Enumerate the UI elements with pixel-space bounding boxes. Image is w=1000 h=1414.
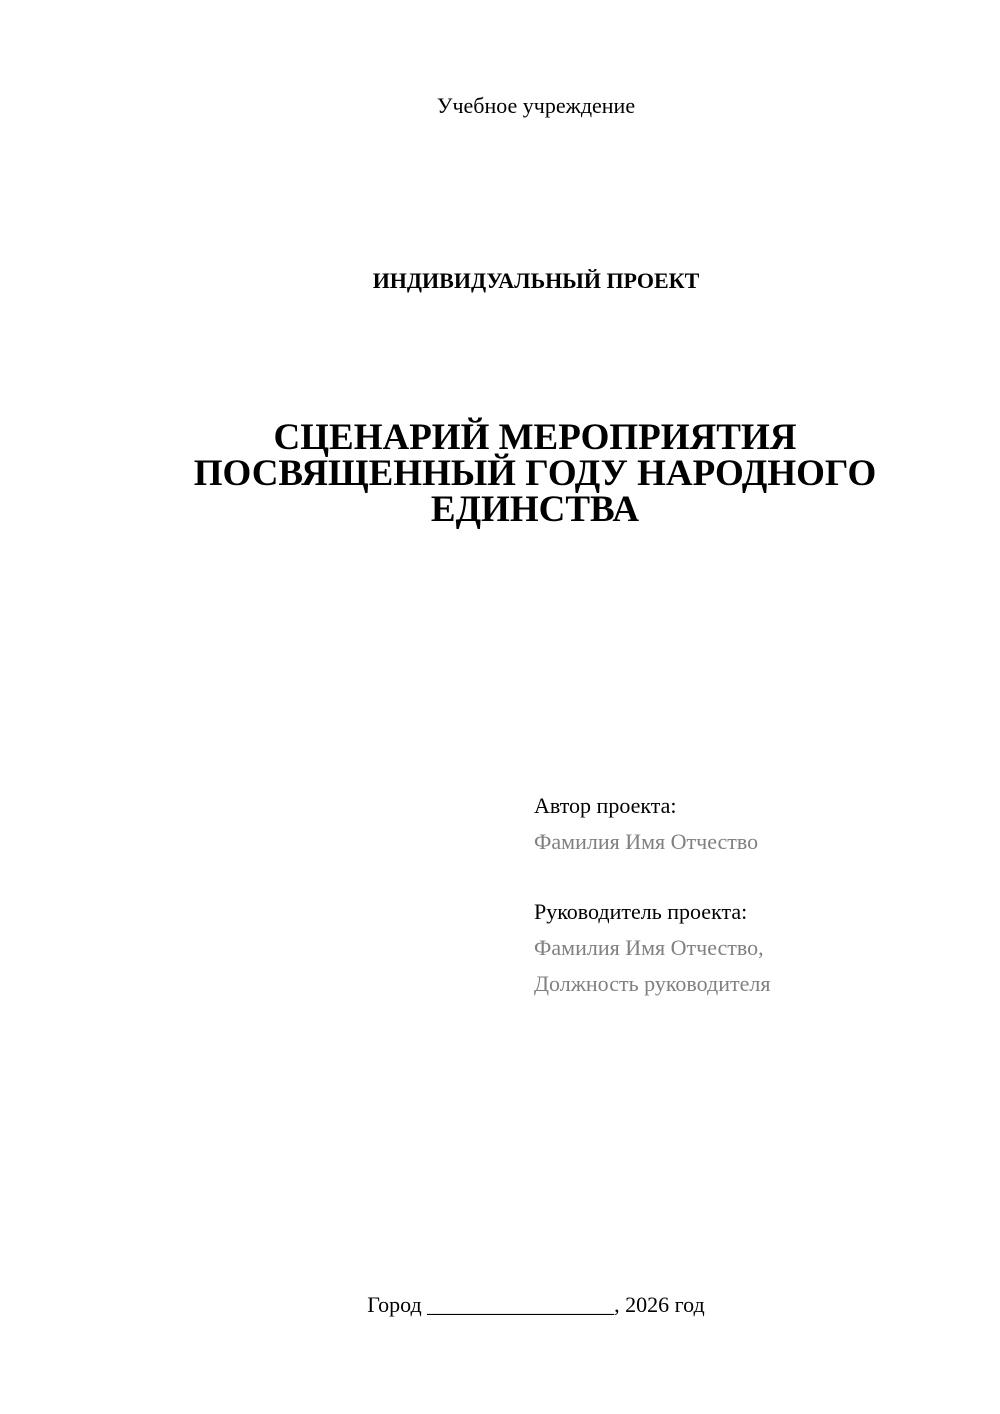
author-block bbox=[534, 788, 974, 860]
project-title bbox=[150, 417, 920, 530]
project-title-line: СЦЕНАРИЙ МЕРОПРИЯТИЯ bbox=[273, 417, 797, 458]
supervisor-block bbox=[534, 894, 974, 1002]
author-label: Автор проекта: bbox=[534, 793, 677, 818]
supervisor-name: Фамилия Имя Отчество, bbox=[534, 935, 764, 960]
project-type-heading: ИНДИВИДУАЛЬНЫЙ ПРОЕКТ bbox=[372, 268, 700, 293]
project-title-line: ПОСВЯЩЕННЫЙ ГОДУ НАРОДНОГО bbox=[193, 453, 877, 494]
institution-name: Учебное учреждение bbox=[436, 93, 636, 118]
author-name: Фамилия Имя Отчество bbox=[534, 829, 759, 854]
supervisor-label: Руководитель проекта: bbox=[534, 899, 748, 924]
project-title-line: ЕДИНСТВА bbox=[430, 489, 640, 530]
city-year-line: Город _________________, 2026 год bbox=[367, 1292, 705, 1317]
supervisor-position: Должность руководителя bbox=[534, 971, 771, 996]
